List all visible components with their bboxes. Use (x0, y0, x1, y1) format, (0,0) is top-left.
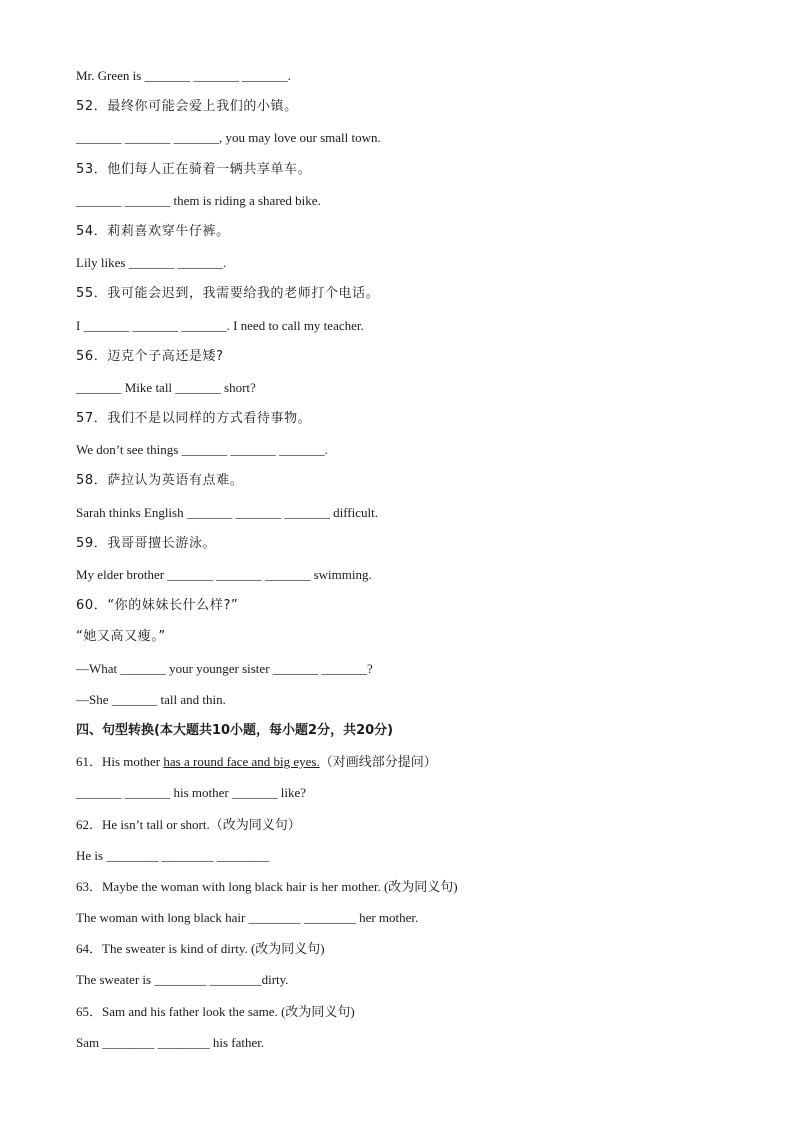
answer-line-51: Mr. Green is _______ _______ _______. (76, 68, 291, 83)
answer-line-53: _______ _______ them is riding a shared bike. (76, 192, 321, 208)
question-57: 57．我们不是以同样的方式看待事物。 (76, 411, 312, 427)
question-61 (76, 751, 736, 782)
answer-line-65: Sam ________ ________ his father. (76, 1034, 265, 1050)
question-61-underlined: has a round face and big eyes. (163, 754, 320, 770)
answer-line-63: The woman with long black hair ________ ________ her mother. (76, 910, 419, 926)
answer-line-57: We don’t see things _______ _______ _______. (76, 442, 328, 458)
answer-line-56: _______ Mike tall _______ short? (76, 379, 256, 395)
answer-line-61: _______ _______ his mother _______ like? (76, 785, 307, 801)
question-60-a: 60．“你的妹妹长什么样?” (76, 598, 239, 614)
question-54: 54．莉莉喜欢穿牛仔裤。 (76, 223, 230, 239)
section-heading: 四、句型转换(本大题共10小题，每小题2分，共20分) (76, 722, 394, 738)
question-60-b: “她又高又瘦。” (76, 629, 166, 645)
answer-line-55: I _______ _______ _______. I need to call my teacher. (76, 317, 364, 333)
answer-line-52: _______ _______ _______, you may love our small town. (76, 130, 381, 146)
answer-line-60-a: —What _______ your younger sister _______ _______? (76, 660, 373, 676)
question-63: 63．Maybe the woman with long black hair is her mother. (改为同义句) (76, 878, 458, 894)
answer-line-58: Sarah thinks English _______ _______ _______ difficult. (76, 504, 378, 520)
question-61-prefix: 61．His mother (76, 754, 164, 770)
question-59: 59．我哥哥擅长游泳。 (76, 535, 217, 551)
question-61-instruction: （对画线部分提问） (319, 754, 437, 770)
answer-line-54: Lily likes _______ _______. (76, 255, 227, 271)
worksheet-page (76, 65, 736, 1063)
answer-line-64: The sweater is ________ ________dirty. (76, 972, 289, 988)
question-53: 53．他们每人正在骑着一辆共享单车。 (76, 161, 312, 177)
question-62: 62．He isn’t tall or short.（改为同义句） (76, 816, 301, 832)
question-64: 64．The sweater is kind of dirty. (改为同义句) (76, 941, 325, 957)
answer-line-59: My elder brother _______ _______ _______ swimming. (76, 567, 372, 582)
question-65: 65．Sam and his father look the same. (改为同义句) (76, 1003, 355, 1019)
answer-line-60-b: —She _______ tall and thin. (76, 691, 226, 707)
question-56: 56．迈克个子高还是矮? (76, 348, 224, 364)
question-58: 58．萨拉认为英语有点难。 (76, 473, 244, 489)
question-52: 52．最终你可能会爱上我们的小镇。 (76, 99, 298, 115)
question-55: 55．我可能会迟到，我需要给我的老师打个电话。 (76, 286, 380, 302)
answer-line-62: He is ________ ________ ________ (76, 847, 269, 863)
